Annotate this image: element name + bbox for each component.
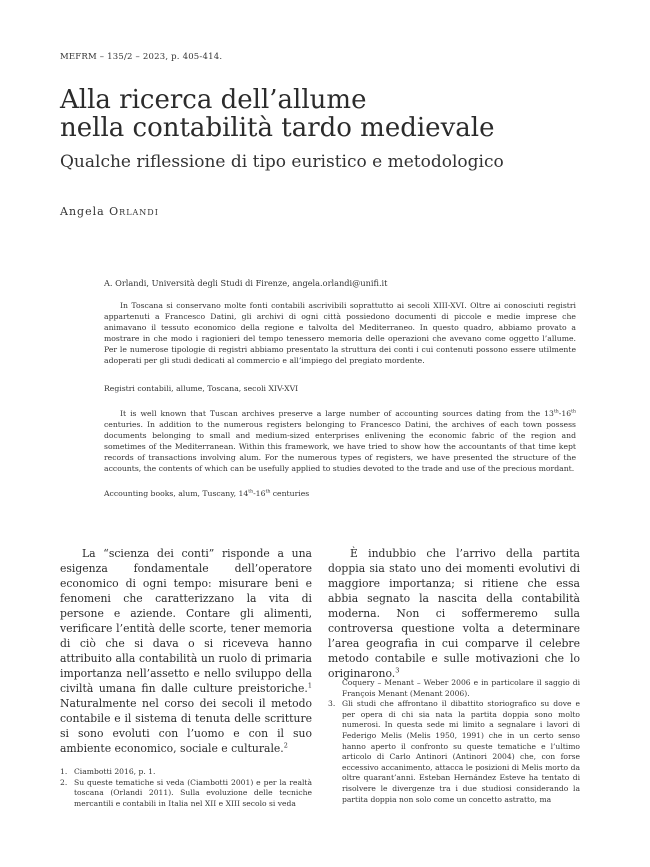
- body-paragraph: È indubbio che l’arrivo della partita doppia sia stato uno dei momenti evolutivi di maggiore importanza; si ritiene che essa abbia segnato la nascita della contabilità moderna. Non ci soffermeremo sulla controversa questione volta a determinare l’area geografia in cui comparve il celebre metodo contabile e sulle motivazioni che lo originarono.$^3$: [328, 547, 580, 680]
- author-last-name: Orlandi: [109, 205, 159, 218]
- keywords-italian: Registri contabili, allume, Toscana, secoli XIV-XVI: [104, 384, 299, 393]
- abstract-english-text: It is well known that Tuscan archives preserve a large number of accounting sources dating from the 13th-16th centuries. In addition to the numerous registers belonging to Francesco Datini, the archives of each town possess documents belonging to small and medium-sized enterprises enlivening the economic fabric of the region and sometimes of the Mediterranean. Within this framework, we have tried to show how the accountants of that time kept records of transactions involving alum. For the numerous types of registers, we have presented the structure of the accounts, the contents of which can be usefully applied to studies devoted to the trade and use of the precious mordant.: [104, 409, 576, 473]
- footnote-3: 3. Gli studi che affrontano il dibattito storiografico su dove e per opera di chi sia nata la partita doppia sono molto numerosi. In questa sede mi limito a segnalare i lavori di Federigo Melis (Melis 1950, 1991) che in un certo senso hanno aperto il confronto su queste tematiche e l’ultimo articolo di Carlo Antinori (Antinori 2004) che, con forse eccessivo accanimento, attacca le posizioni di Melis morto da oltre quarant’anni. Esteban Hernández Esteve ha tentato di risolvere le divergenze tra i due studiosi considerando la partita doppia non solo come un concetto astratto, ma: [328, 699, 580, 804]
- footnote-ref: 3: [395, 666, 400, 675]
- body-column-right: [328, 546, 580, 681]
- footnotes-right: [328, 678, 580, 805]
- footnote-2-continuation: Coquery – Menant – Weber 2006 e in particolare il saggio di François Menant (Menant 2006).: [342, 678, 580, 698]
- abstract-italian: [104, 300, 576, 366]
- abstract-english: [104, 408, 576, 474]
- body-column-left: [60, 546, 312, 756]
- footnote-1: 1. Ciambotti 2016, p. 1.: [60, 767, 156, 776]
- keywords-english: Accounting books, alum, Tuscany, 14th-16th centuries: [104, 489, 310, 498]
- title-line-1: Alla ricerca dell’allume: [60, 85, 367, 115]
- abstract-italian-text: In Toscana si conservano molte fonti contabili ascrivibili soprattutto ai secoli XIII-XVI. Oltre ai conosciuti registri appartenuti a Francesco Datini, gli archivi di ogni città possiedono documenti di piccole e medie imprese che animavano il tessuto economico della regione e talvolta del Mediterraneo. In questo quadro, abbiamo provato a mostrare in che modo i ragionieri del tempo tenessero memoria delle operazioni che avevano come oggetto l’allume. Per le numerose tipologie di registri abbiamo presentato la struttura dei conti i cui contenuti possono essere utilmente adoperati per gli studi dedicati al commercio e all’impiego del pregiato mordente.: [104, 301, 576, 365]
- author-name: [60, 205, 159, 218]
- footnote-2: 2. Su queste tematiche si veda (Ciambotti 2001) e per la realtà toscana (Orlandi 2011). Sulla evoluzione delle tecniche mercantili e contabili in Italia nel XII e XIII secolo si veda: [60, 777, 312, 808]
- author-first-name: Angela: [60, 205, 105, 218]
- author-affiliation: A. Orlandi, Università degli Studi di Firenze, angela.orlandi@unifi.it: [104, 278, 388, 288]
- footnotes-left: [60, 767, 312, 809]
- article-title: [60, 86, 620, 142]
- title-line-2: nella contabilità tardo medievale: [60, 113, 495, 143]
- journal-header: MEFRM – 135/2 – 2023, p. 405-414.: [60, 52, 223, 62]
- footnote-ref: 2: [283, 741, 288, 750]
- article-subtitle: Qualche riflessione di tipo euristico e metodologico: [60, 152, 504, 172]
- footnote-ref: 1: [307, 681, 312, 690]
- body-paragraph: La “scienza dei conti” risponde a una esigenza fondamentale dell’operatore economico di ogni tempo: misurare beni e fenomeni che caratterizzano la vita di persone e aziende. Contare gli alimenti, verificare l’entità delle scorte, tener memoria di ciò che si dava o si riceveva hanno attribuito alla contabilità un ruolo di primaria importanza nell’assetto e nello sviluppo della civiltà umana fin dalle culture preistoriche.$^1$ Naturalmente nel corso dei secoli il metodo contabile e il sistema di tenuta delle scritture si sono evoluti con l’uomo e con il suo ambiente economico, sociale e culturale.$^2$: [60, 547, 312, 755]
